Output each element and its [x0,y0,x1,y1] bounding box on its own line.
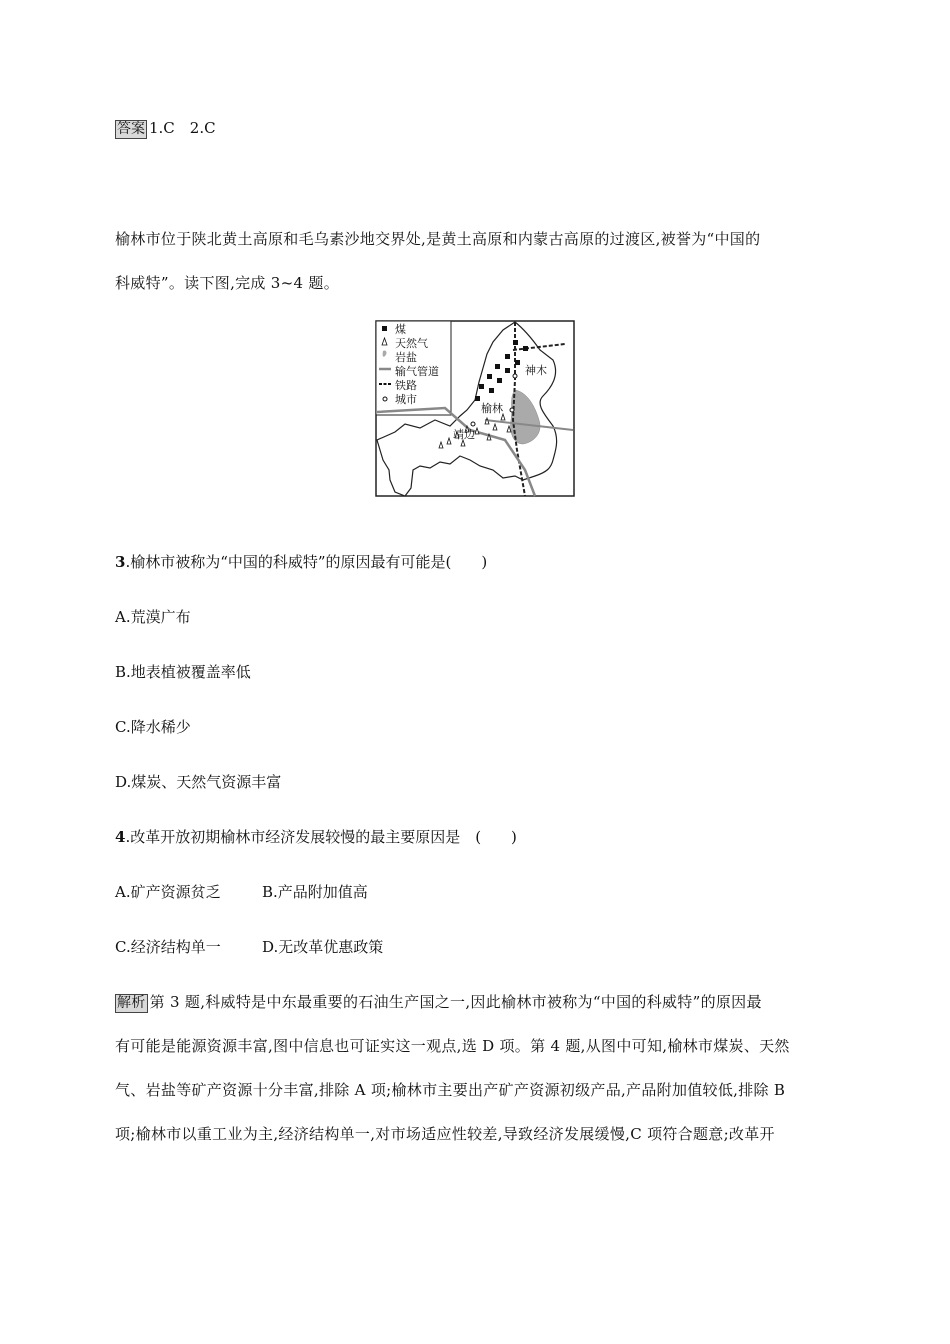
q3-option-d: D.煤炭、天然气资源丰富 [115,773,282,791]
q4-number: 4 [115,828,126,846]
q4-option-a: A.矿产资源贫乏 [115,883,221,901]
city-label-yulin: 榆林 [481,402,503,415]
yulin-map [375,320,575,497]
analysis-line-1 [115,992,762,1013]
q3-option-a: A.荒漠广布 [115,608,191,626]
q3-stem-line [115,552,487,572]
answer-line [115,118,216,139]
intro-line-1: 榆林市位于陕北黄土高原和毛乌素沙地交界处,是黄土高原和内蒙古高原的过渡区,被誉为“中国的 [115,230,761,248]
q4-stem: .改革开放初期榆林市经济发展较慢的最主要原因是 ( ) [125,828,517,846]
analysis-line-2: 有可能是能源资源丰富,图中信息也可证实这一观点,选 D 项。第 4 题,从图中可知,榆林市煤炭、天然 [115,1037,790,1055]
legend-railway-label: 铁路 [395,379,417,392]
intro-line-2: 科威特”。读下图,完成 3~4 题。 [115,274,340,292]
q4-options-row-2 [115,937,383,957]
legend-gas-label: 天然气 [395,337,428,350]
analysis-line-3: 气、岩盐等矿产资源十分丰富,排除 A 项;榆林市主要出产矿产资源初级产品,产品附加值较低,排除 B [115,1081,786,1099]
legend-city-label: 城市 [395,393,417,406]
q4-option-d: D.无改革优惠政策 [262,938,384,956]
q4-options-row-1 [115,882,368,902]
q4-stem-line [115,827,517,847]
legend-pipeline-label: 输气管道 [395,365,439,378]
answer-label: 答案 [117,121,145,137]
q3-number: 3 [115,553,126,571]
answer-text: 1.C 2.C [149,119,216,137]
city-dot-yulin [510,408,514,412]
q3-option-b: B.地表植被覆盖率低 [115,663,251,681]
city-dot-shenmu [513,374,517,378]
analysis-label: 解析 [117,995,146,1011]
q3-option-c: C.降水稀少 [115,718,191,736]
city-dot-jingbian [471,422,475,426]
legend-coal-symbol [382,326,387,331]
q3-stem: .榆林市被称为“中国的科威特”的原因最有可能是( ) [125,553,488,571]
q4-option-c: C.经济结构单一 [115,938,221,956]
legend-coal-label: 煤 [395,323,406,336]
legend-city-symbol [383,397,387,401]
city-label-shenmu: 神木 [525,364,547,377]
city-label-jingbian: 靖边 [453,428,475,441]
q4-option-b: B.产品附加值高 [262,883,368,901]
analysis-text-1: 第 3 题,科威特是中东最重要的石油生产国之一,因此榆林市被称为“中国的科威特”的原因最 [149,993,762,1011]
legend-salt-label: 岩盐 [395,351,417,364]
analysis-line-4: 项;榆林市以重工业为主,经济结构单一,对市场适应性较差,导致经济发展缓慢,C 项符合题意;改革开 [115,1125,775,1143]
